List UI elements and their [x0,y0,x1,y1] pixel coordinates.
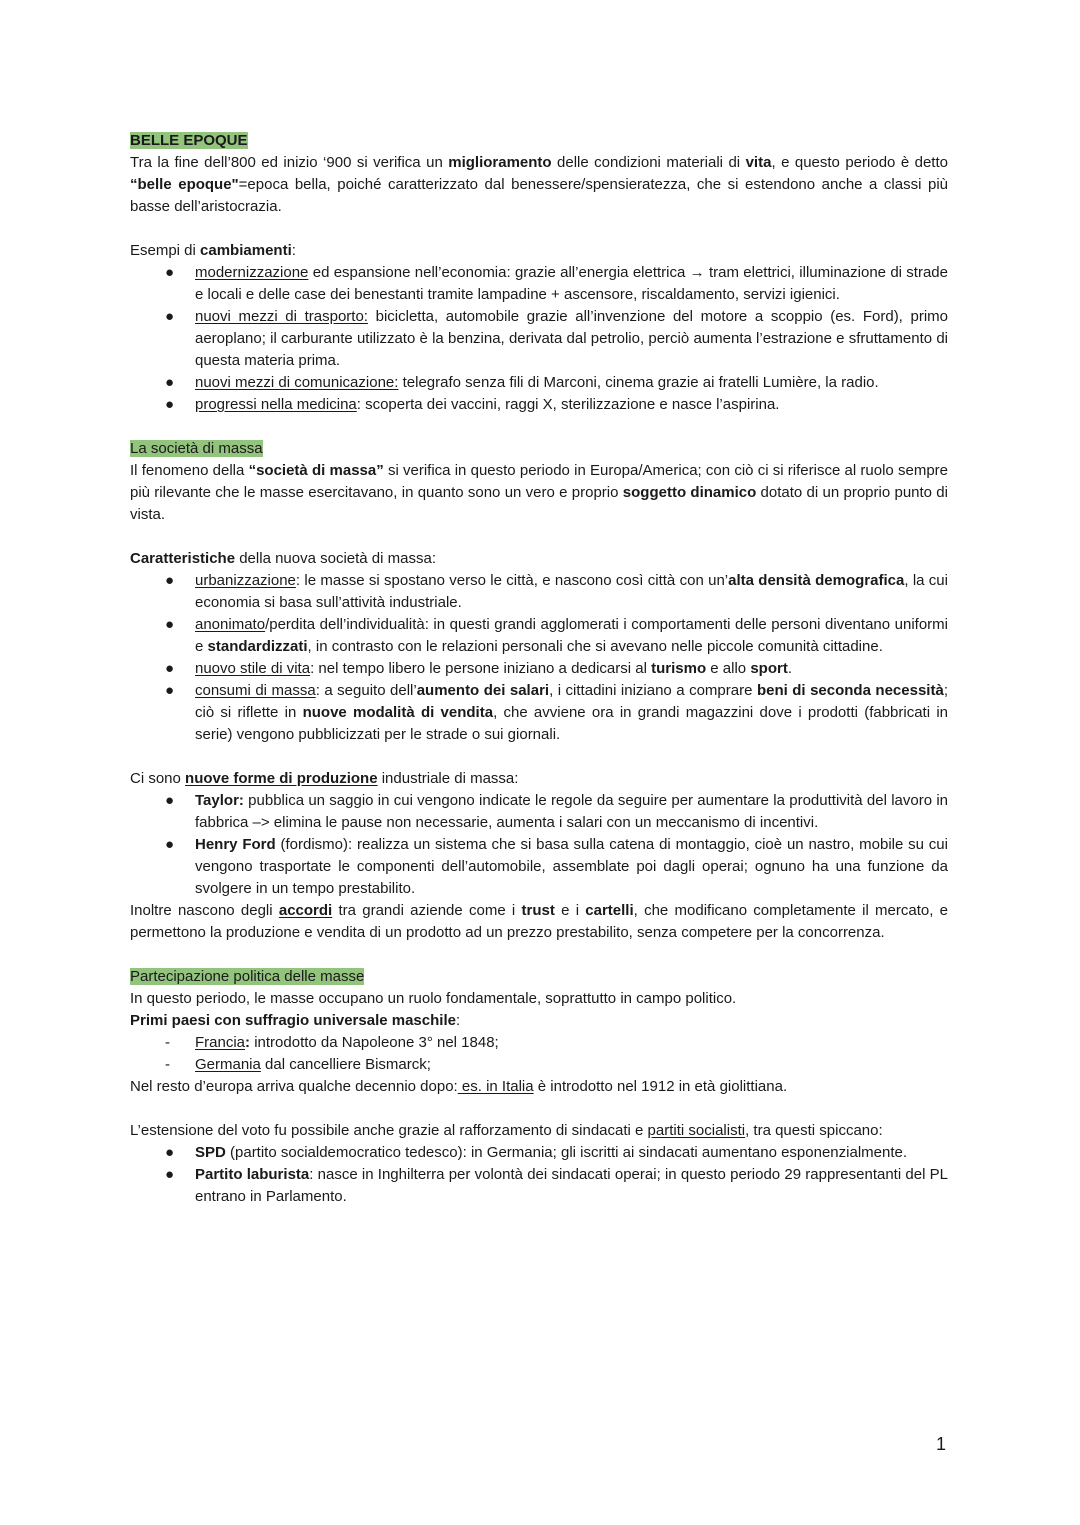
bullet-icon: ● [165,792,175,809]
bullet-icon: ● [165,374,175,391]
document-body [130,130,948,1208]
list-item: ● modernizzazione ed espansione nell’economia: grazie all’energia elettrica → tram elettrici, illuminazione di strade e locali e delle case dei benestanti tramite lampadine + ascensore, riscaldamento, servizi igienici. [165,264,948,303]
list-item: ● consumi di massa: a seguito dell’aumento dei salari, i cittadini iniziano a comprare beni di seconda necessità; ciò si riflette in nuove modalità di vendita, che avviene ora in grandi magazzini dove i prodotti (fabbricati in serie) vengono pubblicizzati per le strade o sui giornali. [165,682,948,743]
dash-icon: - [165,1056,170,1073]
voto-paragraph: L’estensione del voto fu possibile anche grazie al rafforzamento di sindacati e partiti socialisti, tra questi spiccano: [130,1122,883,1139]
examples-list [130,262,948,416]
belle-epoque-intro: Tra la fine dell’800 ed inizio ‘900 si verifica un miglioramento delle condizioni materiali di vita, e questo periodo è detto “belle epoque"=epoca bella, poiché caratterizzato dal benessere/spensieratezza, che si estendono anche a classi più basse dell’aristocrazia. [130,154,948,215]
suffragio-lead: Primi paesi con suffragio universale maschile: [130,1012,461,1029]
production-list [130,790,948,900]
list-item: - Francia: introdotto da Napoleone 3° nel 1848; [130,1032,948,1054]
accordi-paragraph: Inoltre nascono degli accordi tra grandi aziende come i trust e i cartelli, che modificano completamente il mercato, e permettono la produzione e vendita di un prodotto ad un prezzo prestabilito, senza competere per la concorrenza. [130,902,948,941]
europa-paragraph: Nel resto d’europa arriva qualche decennio dopo: es. in Italia è introdotto nel 1912 in età giolittiana. [130,1078,788,1095]
bullet-icon: ● [165,836,175,853]
list-item: ● nuovi mezzi di trasporto: bicicletta, automobile grazie all’invenzione del motore a scoppio (es. Ford), primo aeroplano; il carburante utilizzato è la benzina, derivata dal petrolio, perciò aumenta l’estrazione e sfruttamento di questa materia prima. [165,308,948,369]
section-heading-societa-di-massa: La società di massa [130,440,263,457]
bullet-icon: ● [165,396,175,413]
list-item: ● progressi nella medicina: scoperta dei vaccini, raggi X, sterilizzazione e nasce l’aspirina. [130,394,948,416]
bullet-icon: ● [165,264,175,281]
list-item: ● Partito laburista: nasce in Inghilterra per volontà dei sindacati operai; in questo periodo 29 rappresentanti del PL entrano in Parlamento. [165,1166,948,1205]
bullet-icon: ● [165,308,175,325]
politica-intro: In questo periodo, le masse occupano un ruolo fondamentale, soprattutto in campo politico. [130,990,737,1007]
list-item: ● SPD (partito socialdemocratico tedesco): in Germania; gli iscritti ai sindacati aumentano esponenzialmente. [130,1142,948,1164]
features-list [130,570,948,746]
list-item: ● Taylor: pubblica un saggio in cui vengono indicate le regole da seguire per aumentare la produttività del lavoro in fabbrica –> elimina le pause non necessarie, aumenta i salari con un meccanismo di incentivi. [165,792,948,831]
list-item: - Germania dal cancelliere Bismarck; [130,1054,948,1076]
list-item: ● nuovo stile di vita: nel tempo libero le persone iniziano a dedicarsi al turismo e allo sport. [130,658,948,680]
bullet-icon: ● [165,660,175,677]
bullet-icon: ● [165,616,175,633]
section-heading-partecipazione-politica: Partecipazione politica delle masse [130,968,365,985]
page-number: 1 [936,1434,947,1454]
societa-di-massa-intro: Il fenomeno della “società di massa” si verifica in questo periodo in Europa/America; con ciò ci si riferisce al ruolo sempre più rilevante che le masse esercitavano, in quanto sono un vero e proprio soggetto dinamico dotato di un proprio punto di vista. [130,462,949,523]
dash-icon: - [165,1034,170,1051]
list-item: ● urbanizzazione: le masse si spostano verso le città, e nascono così città con un’alta densità demografica, la cui economia si basa sull’attività industriale. [165,572,948,611]
bullet-icon: ● [165,1144,175,1161]
production-lead: Ci sono nuove forme di produzione industriale di massa: [130,770,519,787]
list-item: ● nuovi mezzi di comunicazione: telegrafo senza fili di Marconi, cinema grazie ai fratelli Lumière, la radio. [130,372,948,394]
parties-list [130,1142,948,1208]
countries-list [130,1032,948,1076]
features-lead: Caratteristiche della nuova società di massa: [130,550,436,567]
list-item: ● anonimato/perdita dell’individualità: in questi grandi agglomerati i comportamenti delle personi diventano uniformi e standardizzati, in contrasto con le relazioni personali che si avevano nelle piccole comunità cittadine. [165,616,948,655]
bullet-icon: ● [165,572,175,589]
bullet-icon: ● [165,682,175,699]
list-item: ● Henry Ford (fordismo): realizza un sistema che si basa sulla catena di montaggio, cioè un nastro, mobile su cui vengono trasportate le componenti dell’automobile, assemblate poi dagli operai; ognuno ha una funzione da svolgere in un tempo prestabilito. [165,836,948,897]
section-heading-belle-epoque: BELLE EPOQUE [130,132,248,149]
bullet-icon: ● [165,1166,175,1183]
examples-lead: Esempi di cambiamenti: [130,242,296,259]
